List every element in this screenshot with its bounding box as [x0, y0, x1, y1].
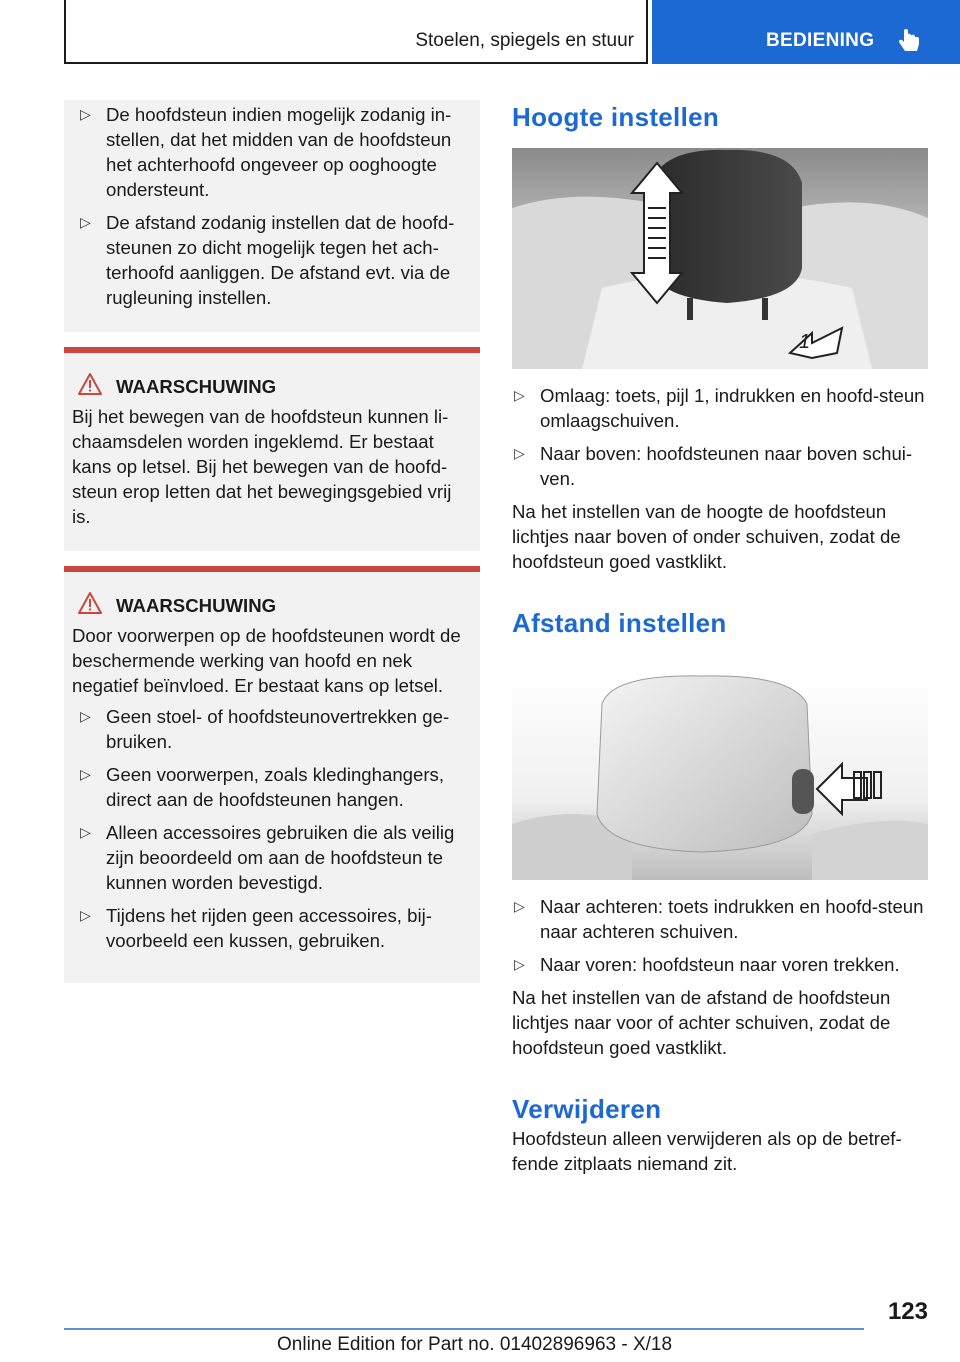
callout-label: 1	[799, 331, 811, 353]
list-item: ▷ Omlaag: toets, pijl 1, indrukken en hoofd-steun omlaagschuiven.	[512, 383, 928, 433]
list-item: ▷ Geen voorwerpen, zoals kledinghangers, direct aan de hoofdsteunen hangen.	[78, 762, 468, 812]
headrest-distance-illustration	[512, 674, 928, 880]
warning-list	[72, 704, 468, 953]
list-item: ▷ De afstand zodanig instellen dat de hoofd-steunen zo dicht mogelijk tegen het ach-terhoofd aanliggen. De afstand evt. via de rugleuning instellen.	[78, 210, 468, 310]
chapter-tab[interactable]	[652, 0, 960, 64]
height-paragraph: Na het instellen van de hoogte de hoofdsteun lichtjes naar boven of onder schuiven, zodat de hoofdsteun goed vastklikt.	[512, 501, 901, 572]
distance-paragraph: Na het instellen van de afstand de hoofdsteun lichtjes naar voor of achter schuiven, zodat de hoofdsteun goed vastklikt.	[512, 987, 891, 1058]
headrest-height-illustration	[512, 148, 928, 369]
list-item: ▷ Naar boven: hoofdsteunen naar boven schui-ven.	[512, 441, 928, 491]
heading-distance: Afstand instellen	[512, 608, 727, 638]
footer-edition: Online Edition for Part no. 01402896963 - X/18	[277, 1334, 673, 1355]
footer-divider	[64, 1328, 864, 1330]
warning-text: Bij het bewegen van de hoofdsteun kunnen li-chaamsdelen worden ingeklemd. Er bestaat kans op letsel. Bij het bewegen van de hoofd-steun erop letten dat het bewegingsgebied vrij is.	[72, 406, 452, 527]
warning-title: WAARSCHUWING	[116, 595, 277, 616]
hand-pointer-icon	[895, 27, 923, 60]
warning-box-objects	[64, 566, 480, 983]
list-item: ▷ Geen stoel- of hoofdsteunovertrekken ge-bruiken.	[78, 704, 468, 754]
right-column	[512, 100, 928, 1176]
recommendations-box	[64, 100, 480, 332]
recommendation-list	[78, 102, 468, 310]
remove-paragraph: Hoofdsteun alleen verwijderen als op de betref-fende zitplaats niemand zit.	[512, 1128, 902, 1174]
height-list	[512, 383, 928, 491]
section-title: Stoelen, spiegels en stuur	[415, 30, 634, 51]
header-section-box	[64, 0, 648, 64]
left-column	[64, 100, 480, 983]
list-item: ▷ Tijdens het rijden geen accessoires, bij-voorbeeld een kussen, gebruiken.	[78, 903, 468, 953]
heading-height: Hoogte instellen	[512, 102, 720, 132]
warning-title: WAARSCHUWING	[116, 376, 277, 397]
warning-text: Door voorwerpen op de hoofdsteunen wordt de beschermende werking van hoofd en nek negatief beïnvloed. Er bestaat kans op letsel.	[72, 625, 461, 696]
heading-remove: Verwijderen	[512, 1094, 662, 1124]
warning-triangle-icon	[78, 373, 102, 400]
chapter-tab-label: BEDIENING	[766, 30, 875, 51]
distance-list	[512, 894, 928, 977]
page-number: 123	[887, 1298, 928, 1325]
list-item: ▷ Naar achteren: toets indrukken en hoofd-steun naar achteren schuiven.	[512, 894, 928, 944]
list-item: ▷ Naar voren: hoofdsteun naar voren trekken.	[512, 952, 928, 977]
list-item: ▷ De hoofdsteun indien mogelijk zodanig in-stellen, dat het midden van de hoofdsteun het achterhoofd ongeveer op ooghoogte ondersteunt.	[78, 102, 468, 202]
list-item: ▷ Alleen accessoires gebruiken die als veilig zijn beoordeeld om aan de hoofdsteun te kunnen worden bevestigd.	[78, 820, 468, 895]
warning-triangle-icon	[78, 592, 102, 619]
warning-box-pinch	[64, 347, 480, 551]
